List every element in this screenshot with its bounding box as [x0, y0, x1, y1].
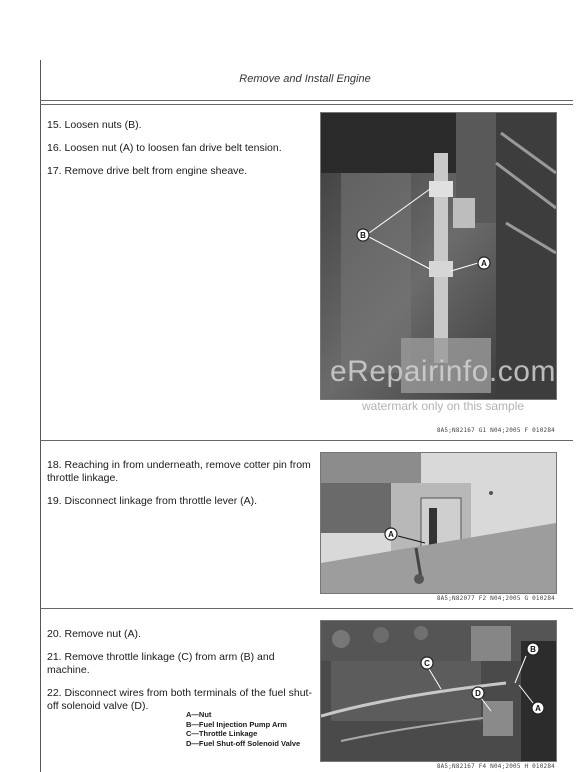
callout-D: D — [475, 689, 481, 698]
step-18: 18. Reaching in from underneath, remove cotter pin from throttle linkage. — [47, 459, 311, 484]
callout-B: B — [530, 645, 536, 654]
callout-legend — [186, 710, 300, 748]
section-1-top-divider — [40, 104, 573, 105]
section-2-top-divider — [40, 440, 573, 441]
step-16: 16. Loosen nut (A) to loosen fan drive belt tension. — [47, 142, 282, 154]
callout-C: C — [424, 659, 430, 668]
watermark-site: eRepairinfo.com — [330, 355, 556, 388]
header-divider — [40, 100, 573, 101]
step-15: 15. Loosen nuts (B). — [47, 119, 142, 131]
step-17: 17. Remove drive belt from engine sheave. — [47, 165, 248, 177]
photo-fuel-injection-pump — [320, 620, 557, 762]
section-2-steps — [47, 459, 312, 518]
legend-item-c: C—Throttle Linkage — [186, 729, 258, 738]
section-3-top-divider — [40, 608, 573, 609]
legend-item-a: A—Nut — [186, 710, 212, 719]
photo-throttle-lever — [320, 452, 557, 594]
step-20: 20. Remove nut (A). — [47, 628, 141, 640]
figure-id-2: 8A5;N82077 F2 N04;2005 G 010284 — [436, 595, 555, 602]
step-19: 19. Disconnect linkage from throttle lever (A). — [47, 495, 258, 507]
figure-id-1: 8A5;N82167 G1 N04;2005 F 010284 — [436, 427, 555, 434]
figure-id-3: 8A5;N82167 F4 N04;2005 H 010284 — [436, 763, 555, 770]
watermark-note: watermark only on this sample — [362, 399, 525, 413]
callout-A: A — [535, 704, 541, 713]
section-1-steps — [47, 119, 312, 188]
legend-item-d: D—Fuel Shut-off Solenoid Valve — [186, 738, 301, 748]
section-3-steps — [47, 628, 312, 723]
legend-item-b: B—Fuel Injection Pump Arm — [186, 719, 287, 729]
callout-A: A — [481, 259, 487, 268]
callout-A: A — [388, 530, 394, 539]
callout-B: B — [360, 231, 366, 240]
step-22: 22. Disconnect wires from both terminals of the fuel shut-off solenoid valve (D). — [47, 687, 312, 712]
step-21: 21. Remove throttle linkage (C) from arm (B) and machine. — [47, 651, 275, 676]
page-title: Remove and Install Engine — [239, 73, 371, 85]
